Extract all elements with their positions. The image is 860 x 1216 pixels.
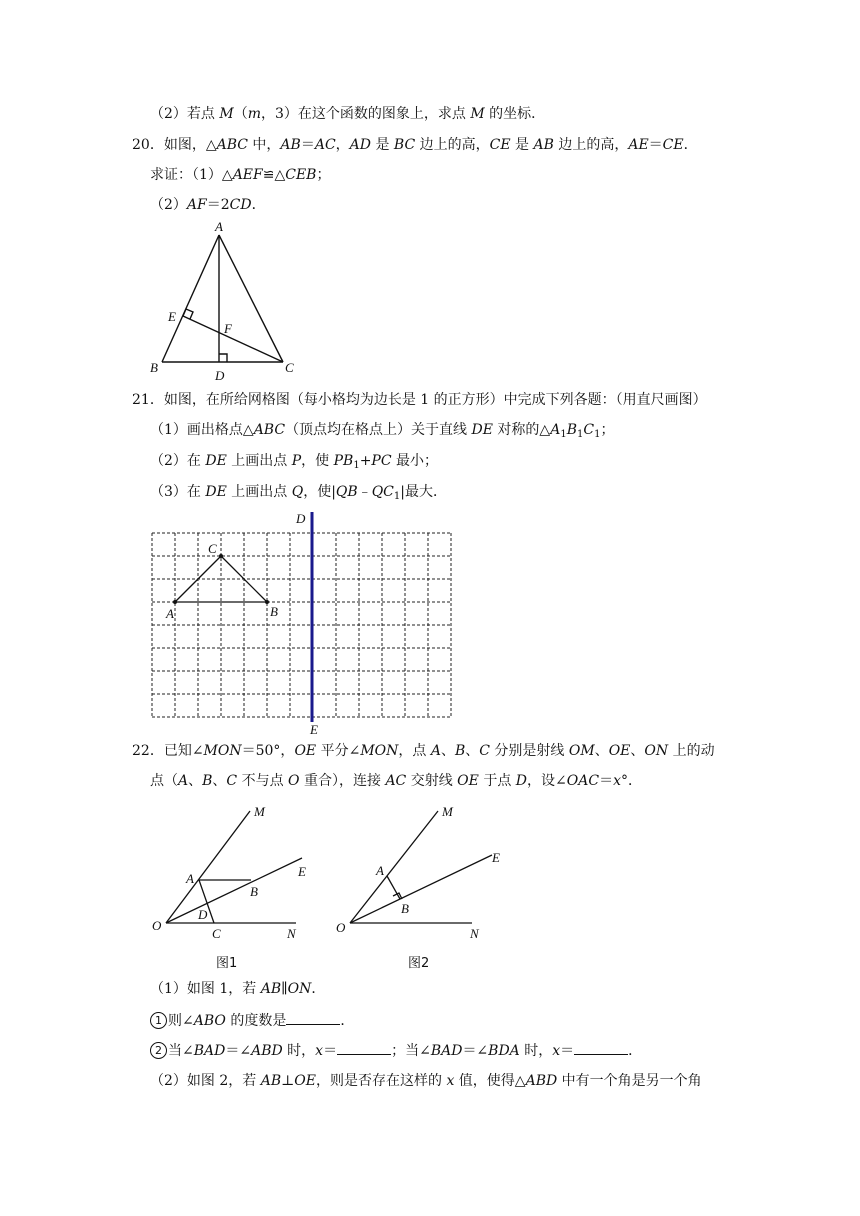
q22-f2-label-O: O xyxy=(336,920,346,935)
answer-blank-x2[interactable] xyxy=(574,1040,628,1055)
q20-triangle-figure xyxy=(140,220,310,385)
q22-f2-label-M: M xyxy=(442,804,453,819)
q20-stem: 20．如图，△ABC 中，AB＝AC，AD 是 BC 边上的高，CE 是 AB 边上的高，AE＝CE． xyxy=(132,137,698,153)
q22-f2-label-B: B xyxy=(401,901,409,916)
q22-f1-label-N: N xyxy=(287,926,296,941)
q22-f1-label-M: M xyxy=(254,804,265,819)
q21-grid-figure xyxy=(146,508,476,738)
q20-label-C: C xyxy=(285,360,294,375)
q21-part2: （2）在 DE 上画出点 P，使 $PB_1+PC$ 最小； xyxy=(150,453,439,471)
circled-number-1: 1 xyxy=(150,1012,167,1029)
q22-f2-caption: 图2 xyxy=(408,956,430,971)
q22-sub2: 2 当∠BAD＝∠ABD 时，x＝ ；当∠BAD＝∠BDA 时，x＝ ． xyxy=(150,1040,642,1061)
q20-label-D: D xyxy=(215,368,225,383)
q22-stem-line1: 22．已知∠MON＝50°，OE 平分∠MON，点 A、B、C 分别是射线 OM、OE、ON 上的动 xyxy=(132,743,715,759)
q20-prove1: 求证：（1）△AEF≌△CEB； xyxy=(150,167,331,183)
q21-label-B: B xyxy=(270,604,278,619)
q22-stem-line2: 点（A、B、C 不与点 O 重合），连接 AC 交射线 OE 于点 D，设∠OAC＝x°． xyxy=(150,773,642,789)
q22-f1-label-A: A xyxy=(186,871,194,886)
q21-label-A: A xyxy=(166,606,174,621)
q20-label-B: B xyxy=(150,360,158,375)
q20-label-F: F xyxy=(224,321,232,336)
q22-f2-label-A: A xyxy=(376,863,384,878)
q22-f1-label-O: O xyxy=(152,918,162,933)
q22-f2-label-E: E xyxy=(492,850,500,865)
answer-blank-x1[interactable] xyxy=(337,1040,391,1055)
q21-label-E: E xyxy=(310,722,318,737)
q22-f1-label-D: D xyxy=(198,907,208,922)
q21-label-D: D xyxy=(296,511,306,526)
q22-sub1: 1 则∠ABO 的度数是 ． xyxy=(150,1010,354,1031)
q21-part1: （1）画出格点△ABC（顶点均在格点上）关于直线 DE 对称的$\triangle A_1B_1C_1$； xyxy=(150,422,615,440)
q22-f1-label-C: C xyxy=(212,926,221,941)
circled-number-2: 2 xyxy=(150,1042,167,1059)
q19-part2: （2）若点 M（m，3）在这个函数的图象上，求点 M 的坐标． xyxy=(150,106,546,122)
q22-f1-label-E: E xyxy=(298,864,306,879)
q22-f1-caption: 图1 xyxy=(216,956,238,971)
q22-figure-1 xyxy=(148,800,318,975)
q21-stem: 21．如图，在所给网格图（每小格均为边长是 1 的正方形）中完成下列各题：（用直尺画图） xyxy=(132,392,707,408)
q22-part2: （2）如图 2，若 AB⊥OE，则是否存在这样的 x 值，使得△ABD 中有一个角是另一个角 xyxy=(150,1073,702,1089)
q20-label-A: A xyxy=(215,220,223,234)
q22-part1: （1）如图 1，若 AB∥ON． xyxy=(150,981,326,997)
q21-part3: （3）在 DE 上画出点 Q，使$|QB﹣QC_1|$最大． xyxy=(150,484,447,502)
q20-prove2: （2）AF＝2CD． xyxy=(150,197,266,213)
q20-label-E: E xyxy=(168,309,176,324)
q22-f2-label-N: N xyxy=(470,926,479,941)
q22-figure-2 xyxy=(330,800,510,975)
q21-label-C: C xyxy=(208,541,217,556)
q22-f1-label-B: B xyxy=(250,884,258,899)
answer-blank-abo[interactable] xyxy=(286,1010,340,1025)
